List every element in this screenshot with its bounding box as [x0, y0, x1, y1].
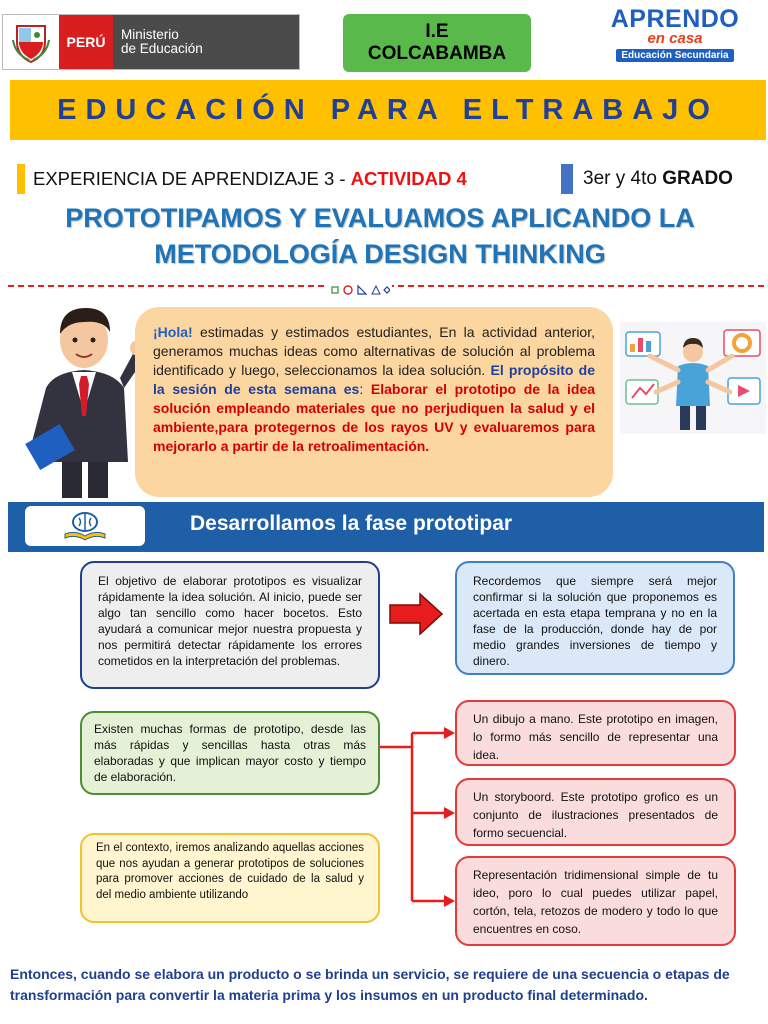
aprendo-line-2: en casa — [647, 30, 703, 47]
prototype-forms-box: Existen muchas formas de prototipo, desde las más rápidas y sencillas hasta otras más elaboradas y que implican mayor costo y tiempo de elaboración. — [80, 711, 380, 795]
aprendo-line-1: APRENDO — [610, 5, 740, 33]
subject-banner — [10, 80, 766, 140]
context-box: En el contexto, iremos analizando aquellas acciones que nos ayudan a generar prototipos de soluciones para promover acciones de cuidado de la salud y del medio ambiente utilizando — [80, 833, 380, 923]
intro-text: estimadas y estimados estudiantes, En la actividad anterior, generamos muchas ideas como alternativas de solución al problema identificado y luego, seleccionamos la idea solución. — [153, 324, 595, 378]
design-thinking-logo — [25, 506, 145, 546]
right-arrow-icon — [388, 592, 444, 636]
title-line-1: PROTOTIPAMOS Y EVALUAMOS APLICANDO LA — [65, 203, 695, 233]
purpose-colon: : — [359, 381, 371, 397]
school-line-2: COLCABAMBA — [367, 43, 507, 64]
section-title: Desarrollamos la fase prototipar — [190, 512, 513, 535]
subject-title: EDUCACIÓN PARA ELTRABAJO — [57, 93, 719, 126]
aprendo-line-3: Educación Secundaria — [616, 49, 733, 62]
storyboard-box: Un storyboord. Este prototipo grofico es un conjunto de ilustraciones presentados de formo secuencial. — [455, 778, 736, 846]
remember-box: Recordemos que siempre será mejor confirmar si la solución que proponemos es acertada en esta etapa temprana y no en la fase de la producción, donde hay de por medio grandes inversiones de tiempo y dinero. — [455, 561, 735, 675]
conclusion-text: Entonces, cuando se elabora un producto o se brinda un servicio, se requiere de una secuencia o etapas de transformación para convertir la materia prima y los insumos en un producto final determinado. — [10, 966, 730, 1003]
grade-bold: GRADO — [662, 168, 733, 189]
purpose-lead: El propósito de la sesión de esta semana es — [153, 362, 596, 397]
school-badge — [343, 14, 531, 72]
greeting: ¡Hola! — [153, 324, 193, 340]
decorative-shapes-icon — [328, 283, 392, 297]
design-thinking-illustration — [620, 322, 766, 434]
activity-label: ACTIVIDAD 4 — [350, 168, 467, 189]
ministry-label — [113, 15, 299, 69]
page-title — [30, 200, 730, 272]
purpose-text: Elaborar el prototipo de la idea solución empleando materiales que no perjudiquen la salud y el ambiente,para protegernos de los rayos UV y evaluaremos para mejorarlo a partir de la retroalimentación. — [153, 381, 596, 454]
grade-label — [583, 168, 733, 190]
ministry-line-2: de Educación — [121, 41, 203, 56]
government-logo — [2, 14, 300, 70]
grade-prefix: 3er y 4to — [583, 168, 663, 189]
peru-label: PERÚ — [59, 15, 113, 69]
aprendo-en-casa-logo — [600, 6, 750, 66]
teacher-illustration — [24, 292, 152, 500]
branch-connector-icon — [380, 715, 456, 915]
coat-of-arms-icon — [3, 15, 59, 69]
experience-marker — [17, 164, 25, 194]
school-line-1: I.E — [425, 21, 449, 42]
grade-marker — [561, 164, 573, 194]
intro-message-box — [135, 307, 613, 497]
experience-label — [33, 168, 467, 190]
hand-drawing-box: Un dibujo a mano. Este prototipo en imagen, lo formo más sencillo de representar una idea. — [455, 700, 736, 766]
ministry-line-1: Ministerio — [121, 27, 179, 42]
experience-text: EXPERIENCIA DE APRENDIZAJE 3 - — [33, 168, 351, 189]
brain-book-icon — [55, 510, 115, 542]
objective-box: El objetivo de elaborar prototipos es visualizar rápidamente la idea solución. Al inicio, puede ser algo tan sencillo como hacer bocetos. Esto ayudará a comunicar mejor nuestra propuesta y nos permitirá detectar rápidamente los errores cometidos en la interpretación del problemas. — [80, 561, 380, 689]
title-line-2: METODOLOGÍA DESIGN THINKING — [154, 239, 606, 269]
three-dimensional-box: Representación tridimensional simple de tu ideo, poro lo cual puedes utilizar papel, cortón, tela, retozos de modero y todo lo que encuentres en coso. — [455, 856, 736, 946]
